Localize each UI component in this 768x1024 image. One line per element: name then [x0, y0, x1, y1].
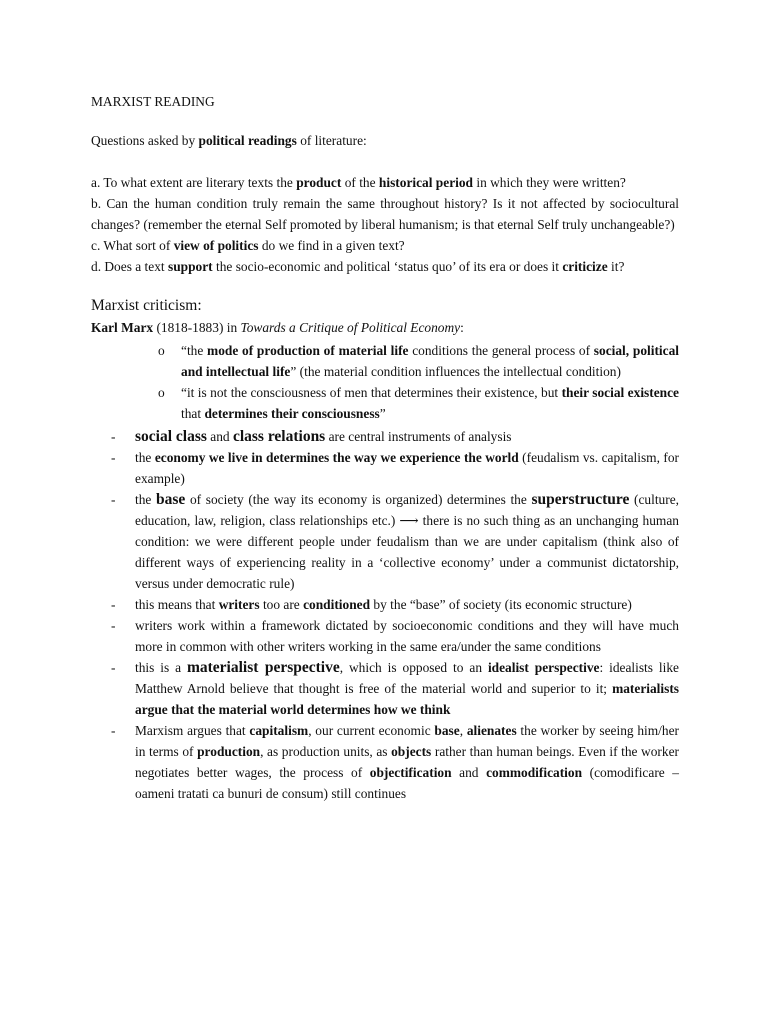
dash-marker: - [111, 429, 116, 444]
question-d-bold-1: support [167, 259, 213, 274]
quote-list [91, 340, 679, 424]
bullet-6-text: this is a [135, 660, 187, 675]
bullet-4-bold-2: conditioned [303, 597, 371, 612]
term-alienates: alienates [466, 723, 517, 738]
question-c-text: c. What sort of [91, 238, 174, 253]
marx-years: (1818-1883) in [153, 320, 241, 335]
term-idealist-perspective: idealist perspective [487, 660, 600, 675]
question-c-text-2: do we find in a given text? [258, 238, 405, 253]
question-d-text-3: it? [607, 259, 625, 274]
term-superstructure: superstructure [531, 491, 630, 508]
question-a-bold-1: product [296, 175, 342, 190]
dash-marker: - [111, 597, 116, 612]
marx-name: Karl Marx [91, 320, 154, 335]
question-c [91, 235, 679, 256]
quote-item [158, 340, 679, 382]
question-a-text-3: in which they were written? [473, 175, 626, 190]
list-item [111, 426, 679, 447]
term-commodification: commodification [486, 765, 583, 780]
term-class-relations: class relations [232, 428, 326, 445]
quote-1-text: “the [181, 343, 208, 358]
bullet-6-text-3: : idealists like Matthew Arnold believe that thought is free of the material world and superior to it; [135, 660, 679, 696]
bullet-1-text-2: are central instruments of analysis [325, 429, 512, 444]
dash-marker: - [111, 492, 116, 507]
bullet-6-bold-3: materialists argue that the material world determines how we think [135, 681, 679, 717]
intro-paragraph [91, 130, 679, 151]
intro-text-end: of literature: [296, 133, 367, 148]
bullet-2-text-2: (feudalism vs. capitalism, for example) [135, 450, 680, 486]
list-item [111, 447, 680, 489]
dash-marker: - [111, 660, 116, 675]
marx-colon: : [460, 320, 464, 335]
dash-marker: - [111, 618, 116, 633]
quote-1-text-3: ” (the material condition influences the intellectual condition) [290, 364, 621, 379]
term-social-class: social class [135, 428, 207, 445]
question-d-text-2: the socio-economic and political ‘status quo’ of its era or does it [212, 259, 563, 274]
bullet-marker: o [158, 343, 165, 358]
question-a-bold-2: historical period [378, 175, 474, 190]
bullet-7-text-3: , [459, 723, 467, 738]
list-item [111, 615, 679, 657]
bullet-7-text-8: (comodificare – oameni tratati ca bunuri de consum) still continues [135, 765, 680, 801]
term-materialist-perspective: materialist perspective [186, 659, 340, 676]
question-d-text: d. Does a text [91, 259, 168, 274]
bullet-4-bold-1: writers [218, 597, 260, 612]
bullet-2-bold: economy we live in determines the way we experience the world [154, 450, 519, 465]
bullet-3-text: the [135, 492, 157, 507]
dash-marker: - [111, 450, 116, 465]
question-a-text: a. To what extent are literary texts the [91, 175, 297, 190]
question-d-bold-2: criticize [562, 259, 608, 274]
question-b [91, 193, 679, 235]
quote-2-bold-1: their social existence [561, 385, 679, 400]
bullet-1-text: and [206, 429, 233, 444]
bullet-7-text-4: the worker by seeing him/her in terms of [135, 723, 679, 759]
quote-1-bold-2: social, political and intellectual life [181, 343, 679, 379]
section-heading: Marxist criticism: [91, 297, 202, 314]
bullet-7-text-7: and [451, 765, 487, 780]
term-objectification: objectification [369, 765, 452, 780]
intro-text: Questions asked by [91, 133, 199, 148]
question-b-text: b. Can the human condition truly remain the same throughout history? Is it not affected by sociocultural changes? (remember the eternal Self promoted by liberal humanism; is that eternal Self truly unchangeable?) [91, 196, 679, 232]
term-production: production [197, 744, 261, 759]
question-d [91, 256, 679, 277]
bullet-marker: o [158, 385, 165, 400]
quote-item [158, 382, 679, 424]
bullet-4-text-2: too are [259, 597, 304, 612]
quote-2-bold-2: determines their consciousness [204, 406, 380, 421]
dash-marker: - [111, 723, 116, 738]
quote-2-text-3: ” [379, 406, 386, 421]
list-item [111, 657, 679, 720]
bullet-4-text: this means that [135, 597, 219, 612]
bullet-7-text-5: , as production units, as [260, 744, 392, 759]
term-base-2: base [434, 723, 460, 738]
list-item [111, 594, 679, 615]
term-objects: objects [391, 744, 432, 759]
marx-citation [91, 317, 679, 338]
marx-work-title: Towards a Critique of Political Economy [240, 320, 461, 335]
list-item [111, 489, 679, 594]
quote-2-text-2: that [181, 406, 205, 421]
bullet-7-text-2: , our current economic [308, 723, 435, 738]
term-base: base [156, 491, 186, 508]
term-capitalism: capitalism [249, 723, 309, 738]
bullet-4-text-3: by the “base” of society (its economic structure) [370, 597, 632, 612]
intro-bold: political readings [198, 133, 297, 148]
page-title: MARXIST READING [91, 94, 215, 109]
dash-list [91, 426, 679, 804]
list-item [111, 720, 680, 804]
document-body [91, 91, 679, 804]
bullet-7-text: Marxism argues that [135, 723, 250, 738]
quote-1-bold-1: mode of production of material life [207, 343, 409, 358]
quote-2-text: “it is not the consciousness of men that determines their existence, but [181, 385, 562, 400]
bullet-6-text-2: , which is opposed to an [339, 660, 488, 675]
bullet-7-text-6: rather than human beings. Even if the worker negotiates better wages, the process of [135, 744, 679, 780]
quote-1-text-2: conditions the general process of [408, 343, 594, 358]
bullet-3-text-3: (culture, education, law, religion, class relationships etc.) ⟶ there is no such thing as an unchanging human condition: we were different people under feudalism than we are under capitalism (think also of different ways of experiencing reality in a ‘collective economy’ under a communist dictatorship, versus under democratic rule) [135, 492, 679, 591]
bullet-3-text-2: of society (the way its economy is organized) determines the [185, 492, 532, 507]
question-a [91, 172, 679, 193]
question-a-text-2: of the [341, 175, 379, 190]
bullet-2-text: the [135, 450, 155, 465]
bullet-5-text: writers work within a framework dictated by socioeconomic conditions and they will have much more in common with other writers working in the same era/under the same conditions [135, 618, 679, 654]
question-c-bold: view of politics [173, 238, 259, 253]
